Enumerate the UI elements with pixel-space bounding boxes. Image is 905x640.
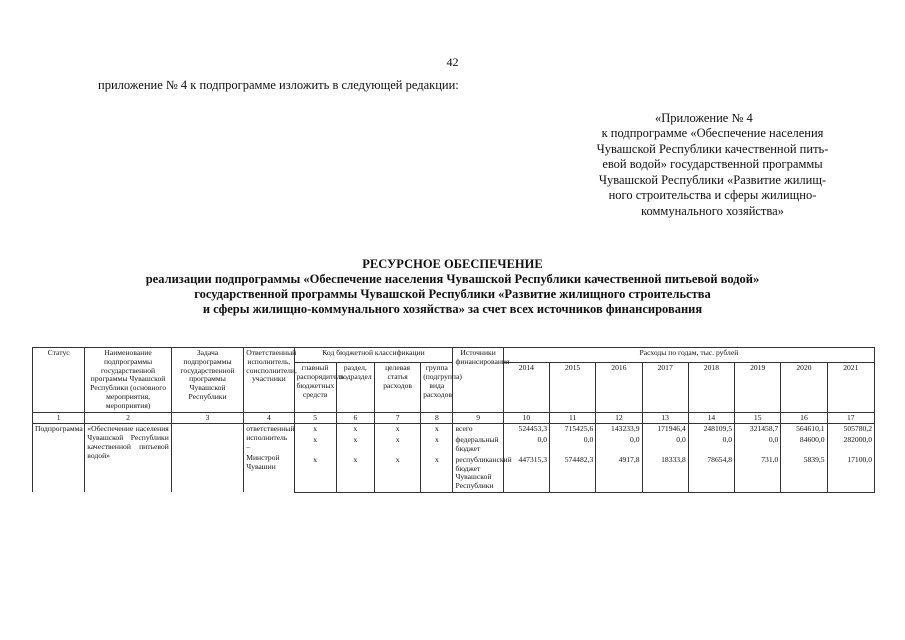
value-cell: 715425,6 bbox=[550, 424, 596, 435]
value-cell: 143233,9 bbox=[596, 424, 642, 435]
appendix-line: Чувашской Республики качественной пить- bbox=[596, 141, 829, 156]
value-cell: 505780,2 bbox=[827, 424, 874, 435]
heading-title: РЕСУРСНОЕ ОБЕСПЕЧЕНИЕ bbox=[362, 257, 543, 271]
code-cell: x bbox=[336, 424, 374, 435]
value-cell: 564610,1 bbox=[781, 424, 827, 435]
appendix-line: к подпрограмме «Обеспечение населения bbox=[601, 126, 824, 140]
header-grbs: главный распорядитель бюджетных средств bbox=[294, 363, 336, 412]
header-responsible: Ответственный исполнитель, соисполнители, участники bbox=[244, 348, 294, 413]
value-cell: 4917,8 bbox=[596, 455, 642, 493]
column-number: 9 bbox=[453, 412, 503, 424]
code-cell: x bbox=[374, 455, 420, 493]
header-task: Задача подпрограммы государственной программы Чувашской Республики bbox=[171, 348, 243, 413]
column-number: 7 bbox=[374, 412, 420, 424]
appendix-reference bbox=[580, 126, 845, 219]
column-number: 6 bbox=[336, 412, 374, 424]
code-cell: x bbox=[374, 424, 420, 435]
header-year: 2021 bbox=[827, 363, 874, 412]
value-cell: 0,0 bbox=[503, 435, 549, 455]
value-cell: 171946,4 bbox=[642, 424, 688, 435]
column-number: 12 bbox=[596, 412, 642, 424]
source-cell: федеральный бюджет bbox=[453, 435, 503, 455]
column-number: 2 bbox=[85, 412, 172, 424]
header-status: Статус bbox=[33, 348, 85, 413]
value-cell: 731,0 bbox=[735, 455, 781, 493]
header-year: 2014 bbox=[503, 363, 549, 412]
row-responsible bbox=[244, 424, 294, 493]
header-budget-code: Код бюджетной классификации bbox=[294, 348, 453, 363]
header-year: 2018 bbox=[688, 363, 734, 412]
column-number: 5 bbox=[294, 412, 336, 424]
row-name: «Обеспечение населения Чувашской Республики качественной питьевой водой» bbox=[85, 424, 172, 493]
header-section: раздел, подраздел bbox=[336, 363, 374, 412]
value-cell: 574482,3 bbox=[550, 455, 596, 493]
column-number: 13 bbox=[642, 412, 688, 424]
code-cell: x bbox=[421, 435, 453, 455]
code-cell: x bbox=[421, 455, 453, 493]
row-status: Подпрограмма bbox=[33, 424, 85, 493]
value-cell: 0,0 bbox=[550, 435, 596, 455]
column-number: 4 bbox=[244, 412, 294, 424]
column-number: 1 bbox=[33, 412, 85, 424]
source-cell: всего bbox=[453, 424, 503, 435]
column-number: 10 bbox=[503, 412, 549, 424]
header-name: Наименование подпрограммы государственной программы Чувашской Республики (основного мероприятия, мероприятия) bbox=[85, 348, 172, 413]
row-task bbox=[171, 424, 243, 493]
value-cell: 248109,5 bbox=[688, 424, 734, 435]
code-cell: x bbox=[421, 424, 453, 435]
value-cell: 0,0 bbox=[688, 435, 734, 455]
value-cell: 17100,0 bbox=[827, 455, 874, 493]
value-cell: 0,0 bbox=[735, 435, 781, 455]
column-number: 8 bbox=[421, 412, 453, 424]
code-cell: x bbox=[374, 435, 420, 455]
column-number: 15 bbox=[735, 412, 781, 424]
column-number: 17 bbox=[827, 412, 874, 424]
header-expenses: Расходы по годам, тыс. рублей bbox=[503, 348, 874, 363]
appendix-line: ного строительства и сферы жилищно- bbox=[608, 188, 817, 202]
intro-text: приложение № 4 к подпрограмме изложить в следующей редакции: bbox=[98, 78, 459, 92]
resource-table bbox=[32, 347, 875, 493]
page-number: 42 bbox=[446, 55, 459, 69]
column-number: 14 bbox=[688, 412, 734, 424]
appendix-line: коммунального хозяйства» bbox=[641, 203, 784, 218]
appendix-title: «Приложение № 4 bbox=[655, 111, 753, 125]
heading-subtitle: государственной программы Чувашской Республики «Развитие жилищного строительства bbox=[194, 287, 711, 301]
value-cell: 18333,8 bbox=[642, 455, 688, 493]
column-number: 16 bbox=[781, 412, 827, 424]
responsible-org: Минстрой Чувашии bbox=[246, 452, 280, 471]
code-cell: x bbox=[336, 455, 374, 493]
header-year: 2017 bbox=[642, 363, 688, 412]
header-year: 2020 bbox=[781, 363, 827, 412]
source-cell: республиканский бюджет Чувашской Республики bbox=[453, 455, 503, 493]
header-year: 2019 bbox=[735, 363, 781, 412]
value-cell: 0,0 bbox=[642, 435, 688, 455]
value-cell: 78654,8 bbox=[688, 455, 734, 493]
heading-subtitle: реализации подпрограммы «Обеспечение населения Чувашской Республики качественной питьевой водой» bbox=[145, 272, 760, 286]
code-cell: x bbox=[294, 424, 336, 435]
value-cell: 84600,0 bbox=[781, 435, 827, 455]
header-year: 2015 bbox=[550, 363, 596, 412]
value-cell: 321458,7 bbox=[735, 424, 781, 435]
appendix-line: Чувашской Республики «Развитие жилищ- bbox=[598, 172, 827, 187]
heading-subtitle: и сферы жилищно-коммунального хозяйства» за счет всех источников финансирования bbox=[202, 302, 703, 316]
appendix-line: евой водой» государственной программы bbox=[602, 157, 823, 171]
value-cell: 282000,0 bbox=[827, 435, 874, 455]
code-cell: x bbox=[336, 435, 374, 455]
value-cell: 0,0 bbox=[596, 435, 642, 455]
value-cell: 447315,3 bbox=[503, 455, 549, 493]
column-number: 3 bbox=[171, 412, 243, 424]
column-number: 11 bbox=[550, 412, 596, 424]
header-year: 2016 bbox=[596, 363, 642, 412]
table-row bbox=[33, 424, 875, 435]
value-cell: 524453,3 bbox=[503, 424, 549, 435]
code-cell: x bbox=[294, 435, 336, 455]
header-group: группа (подгруппа) вида расходов bbox=[421, 363, 453, 412]
code-cell: x bbox=[294, 455, 336, 493]
responsible-role: ответственный исполнитель – bbox=[246, 424, 295, 451]
header-target: целевая статья расходов bbox=[374, 363, 420, 412]
header-source: Источники финансирования bbox=[453, 348, 503, 413]
value-cell: 5839,5 bbox=[781, 455, 827, 493]
